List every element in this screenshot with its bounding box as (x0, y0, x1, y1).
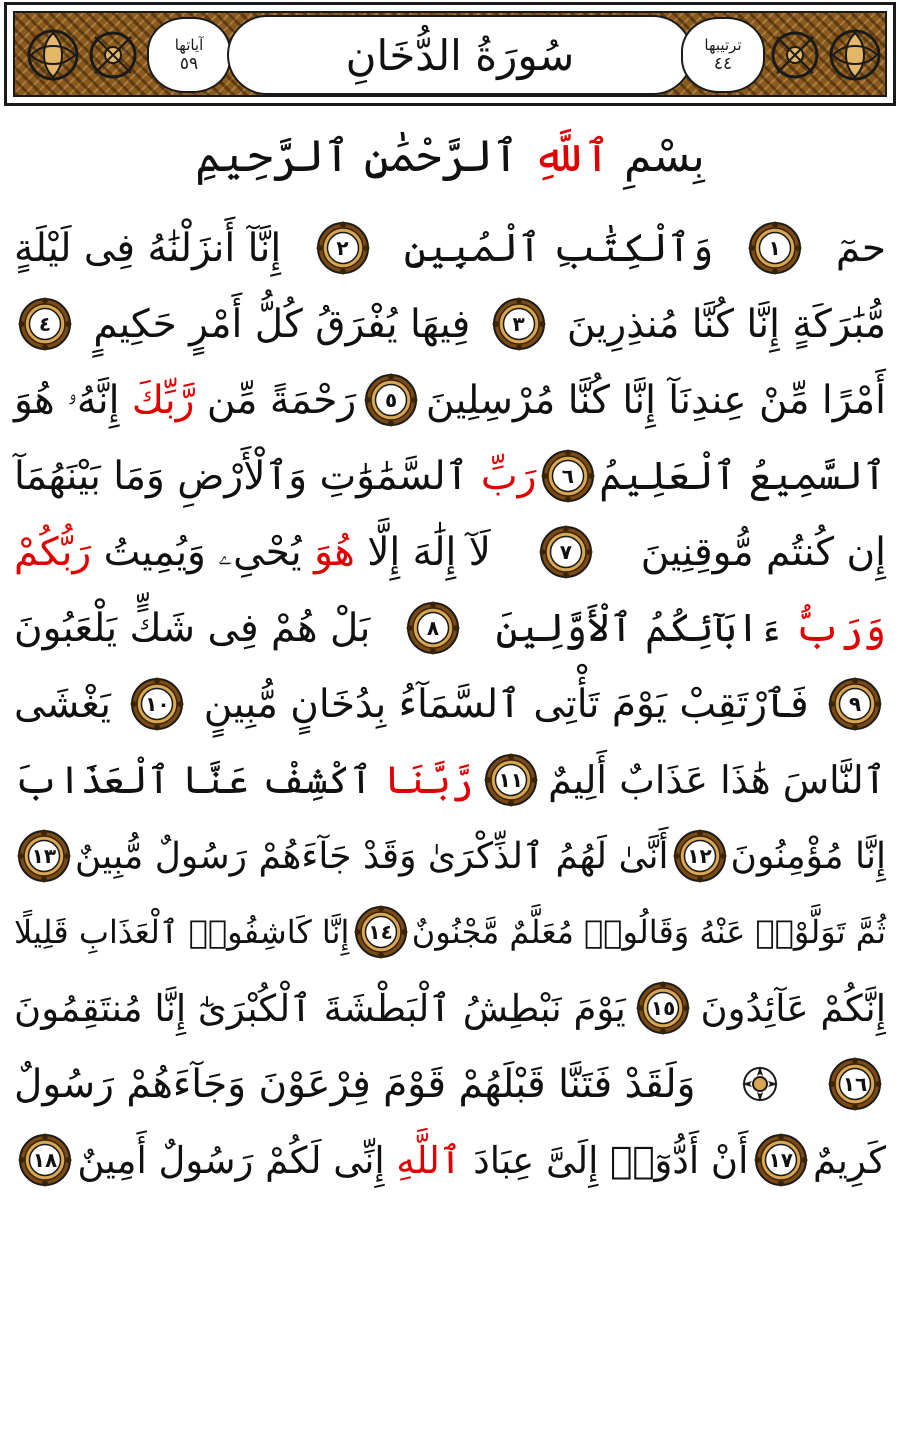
surah-header-frame (4, 2, 896, 106)
verse-number: ٦ (561, 464, 575, 488)
verse-number: ٥ (384, 388, 398, 412)
text-line-11 (14, 970, 886, 1046)
verse-marker (541, 449, 595, 503)
verse-marker (748, 221, 802, 275)
verse-marker (18, 1133, 72, 1187)
text-line-12 (14, 1046, 886, 1122)
surah-order-cartouche (681, 17, 765, 93)
divine-name-highlight: ٱللَّهِ (396, 1138, 462, 1182)
text-segment: إِنَّكُمْ عَآئِدُونَ (700, 986, 886, 1030)
verse-marker (17, 829, 71, 883)
divine-name-highlight: رَبِّ (480, 453, 537, 499)
surah-title-panel (227, 15, 693, 95)
verse-marker (484, 753, 538, 807)
basmala-rahman-rahim: ٱلرَّحْمَٰنِ ٱلرَّحِيمِ (195, 130, 519, 182)
verse-number: ١٢ (687, 844, 712, 868)
text-words: ٱلسَّمَٰوَٰتِ وَٱلْأَرْضِ وَمَا بَيْنَهُمَآ (14, 453, 469, 499)
verse-number: ١٤ (368, 920, 393, 944)
verse-marker (539, 525, 593, 579)
text-segment: ٱلسَّمِيعُ ٱلْعَلِيمُ (599, 453, 886, 499)
basmala (150, 118, 750, 194)
verse-number: ٩ (848, 692, 862, 716)
text-segment: وَلَقَدْ فَتَنَّا قَبْلَهُمْ قَوْمَ فِرْعَوْنَ وَجَآءَهُمْ رَسُولٌ (14, 1061, 696, 1107)
verse-number: ١٠ (145, 692, 170, 716)
text-line-4 (14, 438, 886, 514)
text-line-8 (14, 742, 886, 818)
text-segment: بَلْ هُمْ فِى شَكٍّ يَلْعَبُونَ (14, 605, 371, 651)
basmala-allah: ٱللَّهِ (532, 130, 610, 182)
verse-number: ١ (768, 236, 781, 260)
verse-marker (673, 829, 727, 883)
verse-marker (316, 221, 370, 275)
verses-number: ٥٩ (179, 54, 199, 74)
divine-name-highlight: رَّبِّكَ (131, 377, 195, 423)
verses-label: آياتها (174, 36, 204, 54)
verse-number: ٧ (559, 540, 572, 564)
ornamental-border (13, 11, 887, 97)
basmala-bism: بِسْمِ (623, 130, 705, 182)
verse-marker (828, 677, 882, 731)
verse-number: ١٥ (650, 996, 676, 1020)
text-segment: كَرِيمٌ (813, 1138, 886, 1182)
right-inner-ornament-icon (767, 27, 823, 83)
surah-title: سُورَةُ الدُّخَانِ (345, 30, 575, 80)
verse-number: ١٨ (32, 1148, 58, 1172)
divine-name-highlight: هُوَ (314, 529, 355, 575)
text-words: رَحْمَةً مِّن (206, 377, 357, 423)
text-line-3 (14, 362, 886, 438)
verse-marker (636, 981, 690, 1035)
text-segment: يَوْمَ نَبْطِشُ ٱلْبَطْشَةَ ٱلْكُبْرَىٰٓ إِنَّا مُنتَقِمُونَ (14, 986, 626, 1030)
verse-number: ٢ (336, 236, 349, 260)
text-line-1 (14, 210, 886, 286)
text-line-9 (14, 818, 886, 894)
order-label: ترتيبها (704, 36, 742, 54)
text-segment: إِنَّا مُؤْمِنُونَ (730, 835, 886, 877)
verse-marker (354, 905, 408, 959)
text-segment (496, 606, 886, 651)
text-segment: وَٱلْكِتَٰبِ ٱلْمُبِينِ (403, 225, 714, 271)
hizb-marker-icon (740, 1064, 780, 1104)
left-outer-ornament-icon (25, 27, 81, 83)
text-segment (14, 454, 536, 499)
verse-marker (130, 677, 184, 731)
text-line-6 (14, 590, 886, 666)
text-segment: ثُمَّ تَوَلَّوْا۟ عَنْهُ وَقَالُوا۟ مُعَلَّمٌ مَّجْنُونٌ (411, 913, 886, 951)
text-segment: إِن كُنتُم مُّوقِنِينَ (640, 529, 886, 575)
text-words: لَآ إِلَٰهَ إِلَّا (367, 529, 491, 575)
verse-number: ٣ (512, 312, 525, 336)
verse-marker (18, 297, 72, 351)
verse-number: ٤ (38, 312, 52, 336)
text-segment: فِيهَا يُفْرَقُ كُلُّ أَمْرٍ حَكِيمٍ (93, 301, 471, 347)
text-segment (14, 758, 473, 802)
text-segment (77, 1139, 748, 1182)
text-line-2 (14, 286, 886, 362)
text-line-7 (14, 666, 886, 742)
verse-marker (406, 601, 460, 655)
text-words: يُحْىِۦ وَيُمِيتُ (103, 529, 302, 575)
text-words: أَنْ أَدُّوٓا۟ إِلَىَّ عِبَادَ (473, 1138, 749, 1182)
text-segment: يَغْشَى (14, 681, 111, 727)
text-words: إِنَّهُۥ هُوَ (14, 377, 120, 423)
text-segment: أَمْرًا مِّنْ عِندِنَآ إِنَّا كُنَّا مُرْسِلِينَ (425, 377, 886, 423)
verse-marker (828, 1057, 882, 1111)
text-segment: إِنَّا كَاشِفُوا۟ ٱلْعَذَابِ قَلِيلًا (14, 913, 350, 951)
verse-number: ١٦ (842, 1072, 868, 1096)
left-inner-ornament-icon (85, 27, 141, 83)
text-segment: مُّبَٰرَكَةٍ إِنَّا كُنَّا مُنذِرِينَ (566, 301, 886, 347)
text-line-10 (14, 894, 886, 970)
text-words: ءَابَآئِكُمُ ٱلْأَوَّلِينَ (495, 605, 783, 651)
verses-count-cartouche (147, 17, 231, 93)
text-line-13 (14, 1122, 886, 1198)
verse-number: ١١ (498, 768, 523, 792)
order-number: ٤٤ (713, 54, 733, 74)
text-segment: فَٱرْتَقِبْ يَوْمَ تَأْتِى ٱلسَّمَآءُ بِدُخَانٍ مُّبِينٍ (203, 681, 809, 727)
verse-marker (364, 373, 418, 427)
divine-name-highlight: رَّبَّنَا (384, 758, 474, 802)
verse-number: ١٧ (768, 1148, 793, 1172)
verse-marker (754, 1133, 808, 1187)
verse-number: ٨ (426, 616, 440, 640)
text-line-5 (14, 514, 886, 590)
text-segment: ٱلنَّاسَ هَٰذَا عَذَابٌ أَلِيمٌ (548, 758, 886, 802)
text-segment: حمٓ (835, 225, 886, 271)
text-segment (14, 530, 491, 575)
text-segment (14, 378, 356, 423)
text-words: ٱكْشِفْ عَنَّا ٱلْعَذَابَ (14, 758, 373, 802)
text-segment: إِنَّآ أَنزَلْنَٰهُ فِى لَيْلَةٍ (14, 225, 282, 271)
right-outer-ornament-icon (827, 27, 883, 83)
divine-name-highlight: رَبُّكُمْ (14, 529, 92, 575)
verse-number: ١٣ (31, 844, 57, 868)
text-segment: أَنَّىٰ لَهُمُ ٱلذِّكْرَىٰ وَقَدْ جَآءَهُمْ رَسُولٌ مُّبِينٌ (74, 835, 669, 877)
text-words: إِنِّى لَكُمْ رَسُولٌ أَمِينٌ (77, 1138, 385, 1182)
verse-marker (492, 297, 546, 351)
divine-name-highlight: وَرَبُّ (794, 605, 886, 651)
